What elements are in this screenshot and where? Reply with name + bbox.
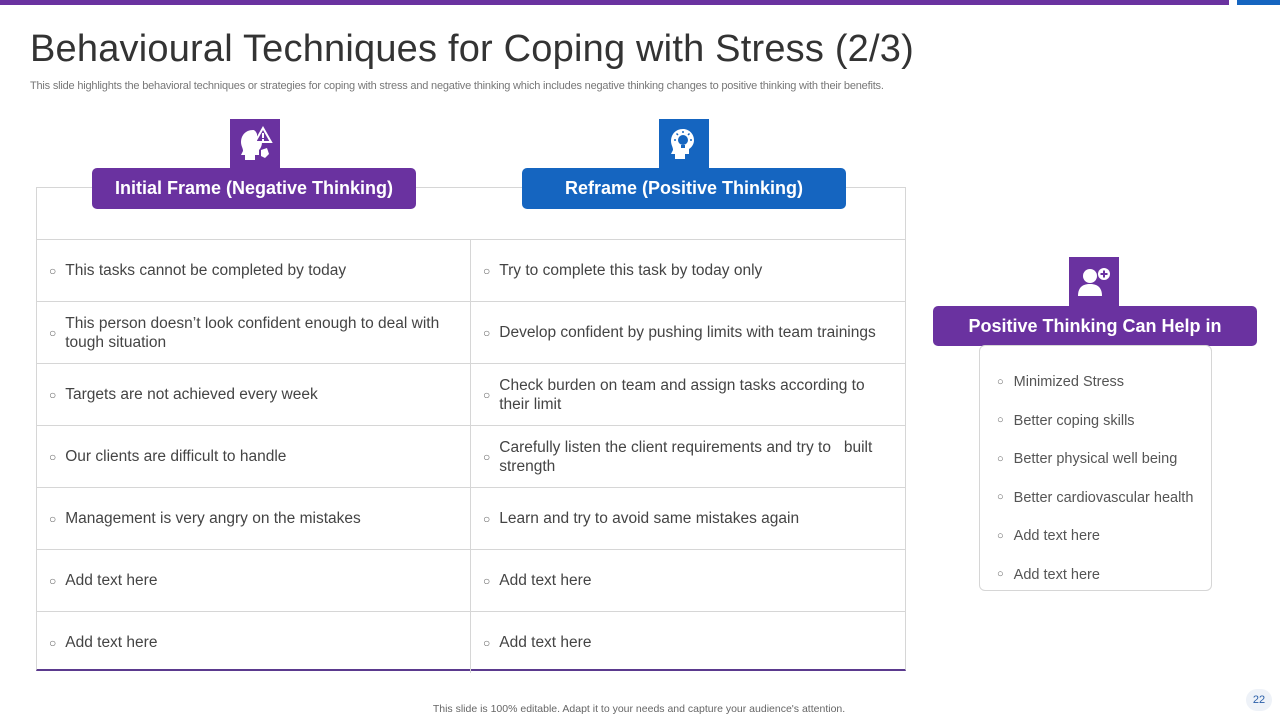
footer-note: This slide is 100% editable. Adapt it to your needs and capture your audience's attention. — [432, 703, 846, 715]
cell-text: Targets are not achieved every week — [65, 386, 318, 403]
bullet-circle-icon: ○ — [483, 325, 491, 340]
positive-thought-cell — [471, 426, 905, 487]
table-row — [37, 240, 905, 302]
bullet-circle-icon: ○ — [483, 387, 491, 402]
positive-thinking-heading: Reframe (Positive Thinking) — [522, 168, 846, 209]
list-item — [980, 479, 1211, 518]
bullet-circle-icon: ○ — [49, 449, 57, 464]
cell-text: Develop confident by pushing limits with team trainings — [499, 324, 876, 341]
bullet-circle-icon: ○ — [49, 263, 57, 278]
bullet-circle-icon: ○ — [997, 452, 1004, 465]
cell-text: Add text here — [499, 572, 592, 589]
cell-text: This person doesn’t look confident enough to deal with tough situation — [65, 314, 448, 351]
cell-text: Check burden on team and assign tasks according to their limit — [499, 376, 874, 413]
bullet-circle-icon: ○ — [483, 449, 491, 464]
table-row — [37, 612, 905, 673]
bullet-circle-icon: ○ — [483, 511, 491, 526]
page-number: 22 — [1246, 689, 1272, 711]
cell-text: This tasks cannot be completed by today — [65, 262, 347, 279]
positive-thought-cell — [471, 612, 905, 673]
cell-text: Add text here — [65, 572, 158, 589]
head-lightbulb-icon — [659, 119, 709, 169]
list-item — [980, 440, 1211, 479]
list-item — [980, 363, 1211, 402]
positive-thought-cell — [471, 364, 905, 425]
table-body — [37, 240, 905, 673]
benefits-list — [979, 345, 1212, 591]
bullet-circle-icon: ○ — [483, 263, 491, 278]
negative-thought-cell — [37, 240, 471, 301]
cell-text: Learn and try to avoid same mistakes again — [499, 510, 800, 527]
negative-thought-cell — [37, 302, 471, 363]
table-row — [37, 488, 905, 550]
coping-table — [36, 187, 906, 671]
positive-thought-cell — [471, 550, 905, 611]
bullet-circle-icon: ○ — [997, 414, 1004, 427]
bullet-circle-icon: ○ — [483, 573, 491, 588]
table-row — [37, 426, 905, 488]
negative-thought-cell — [37, 550, 471, 611]
negative-thought-cell — [37, 612, 471, 673]
list-item — [980, 517, 1211, 556]
cell-text: Add text here — [499, 634, 592, 651]
positive-thought-cell — [471, 240, 905, 301]
negative-thought-cell — [37, 364, 471, 425]
negative-thinking-heading: Initial Frame (Negative Thinking) — [92, 168, 416, 209]
benefit-text: Add text here — [1013, 528, 1100, 545]
bullet-circle-icon: ○ — [49, 635, 57, 650]
benefit-text: Minimized Stress — [1013, 374, 1125, 391]
cell-text: Try to complete this task by today only — [499, 262, 763, 279]
benefits-heading: Positive Thinking Can Help in — [933, 306, 1257, 346]
user-add-icon — [1069, 257, 1119, 307]
bullet-circle-icon: ○ — [49, 511, 57, 526]
list-item — [980, 556, 1211, 595]
benefit-text: Better coping skills — [1013, 412, 1135, 429]
positive-thought-cell — [471, 488, 905, 549]
slide-subtitle: This slide highlights the behavioral techniques or strategies for coping with stress and negative thinking which includes negative thinking changes to positive thinking with their benefits. — [30, 80, 884, 92]
slide-title: Behavioural Techniques for Coping with Stress (2/3) — [30, 28, 914, 70]
bullet-circle-icon: ○ — [997, 491, 1004, 504]
cell-text: Carefully listen the client requirements and try to built strength — [499, 438, 873, 475]
top-accent-bar-purple — [0, 0, 1229, 5]
table-row — [37, 364, 905, 426]
benefit-text: Better cardiovascular health — [1013, 489, 1194, 506]
positive-thought-cell — [471, 302, 905, 363]
top-accent-bar-blue — [1237, 0, 1280, 5]
negative-thought-cell — [37, 488, 471, 549]
head-warning-icon — [230, 119, 280, 169]
bullet-circle-icon: ○ — [49, 325, 57, 340]
bullet-circle-icon: ○ — [997, 529, 1004, 542]
bullet-circle-icon: ○ — [49, 387, 57, 402]
bullet-circle-icon: ○ — [997, 568, 1004, 581]
bullet-circle-icon: ○ — [483, 635, 491, 650]
table-row — [37, 302, 905, 364]
bullet-circle-icon: ○ — [997, 375, 1004, 388]
cell-text: Our clients are difficult to handle — [65, 448, 287, 465]
list-item — [980, 402, 1211, 441]
bullet-circle-icon: ○ — [49, 573, 57, 588]
cell-text: Management is very angry on the mistakes — [65, 510, 361, 527]
negative-thought-cell — [37, 426, 471, 487]
benefit-text: Add text here — [1013, 566, 1100, 583]
cell-text: Add text here — [65, 634, 158, 651]
table-row — [37, 550, 905, 612]
benefit-text: Better physical well being — [1013, 451, 1178, 468]
